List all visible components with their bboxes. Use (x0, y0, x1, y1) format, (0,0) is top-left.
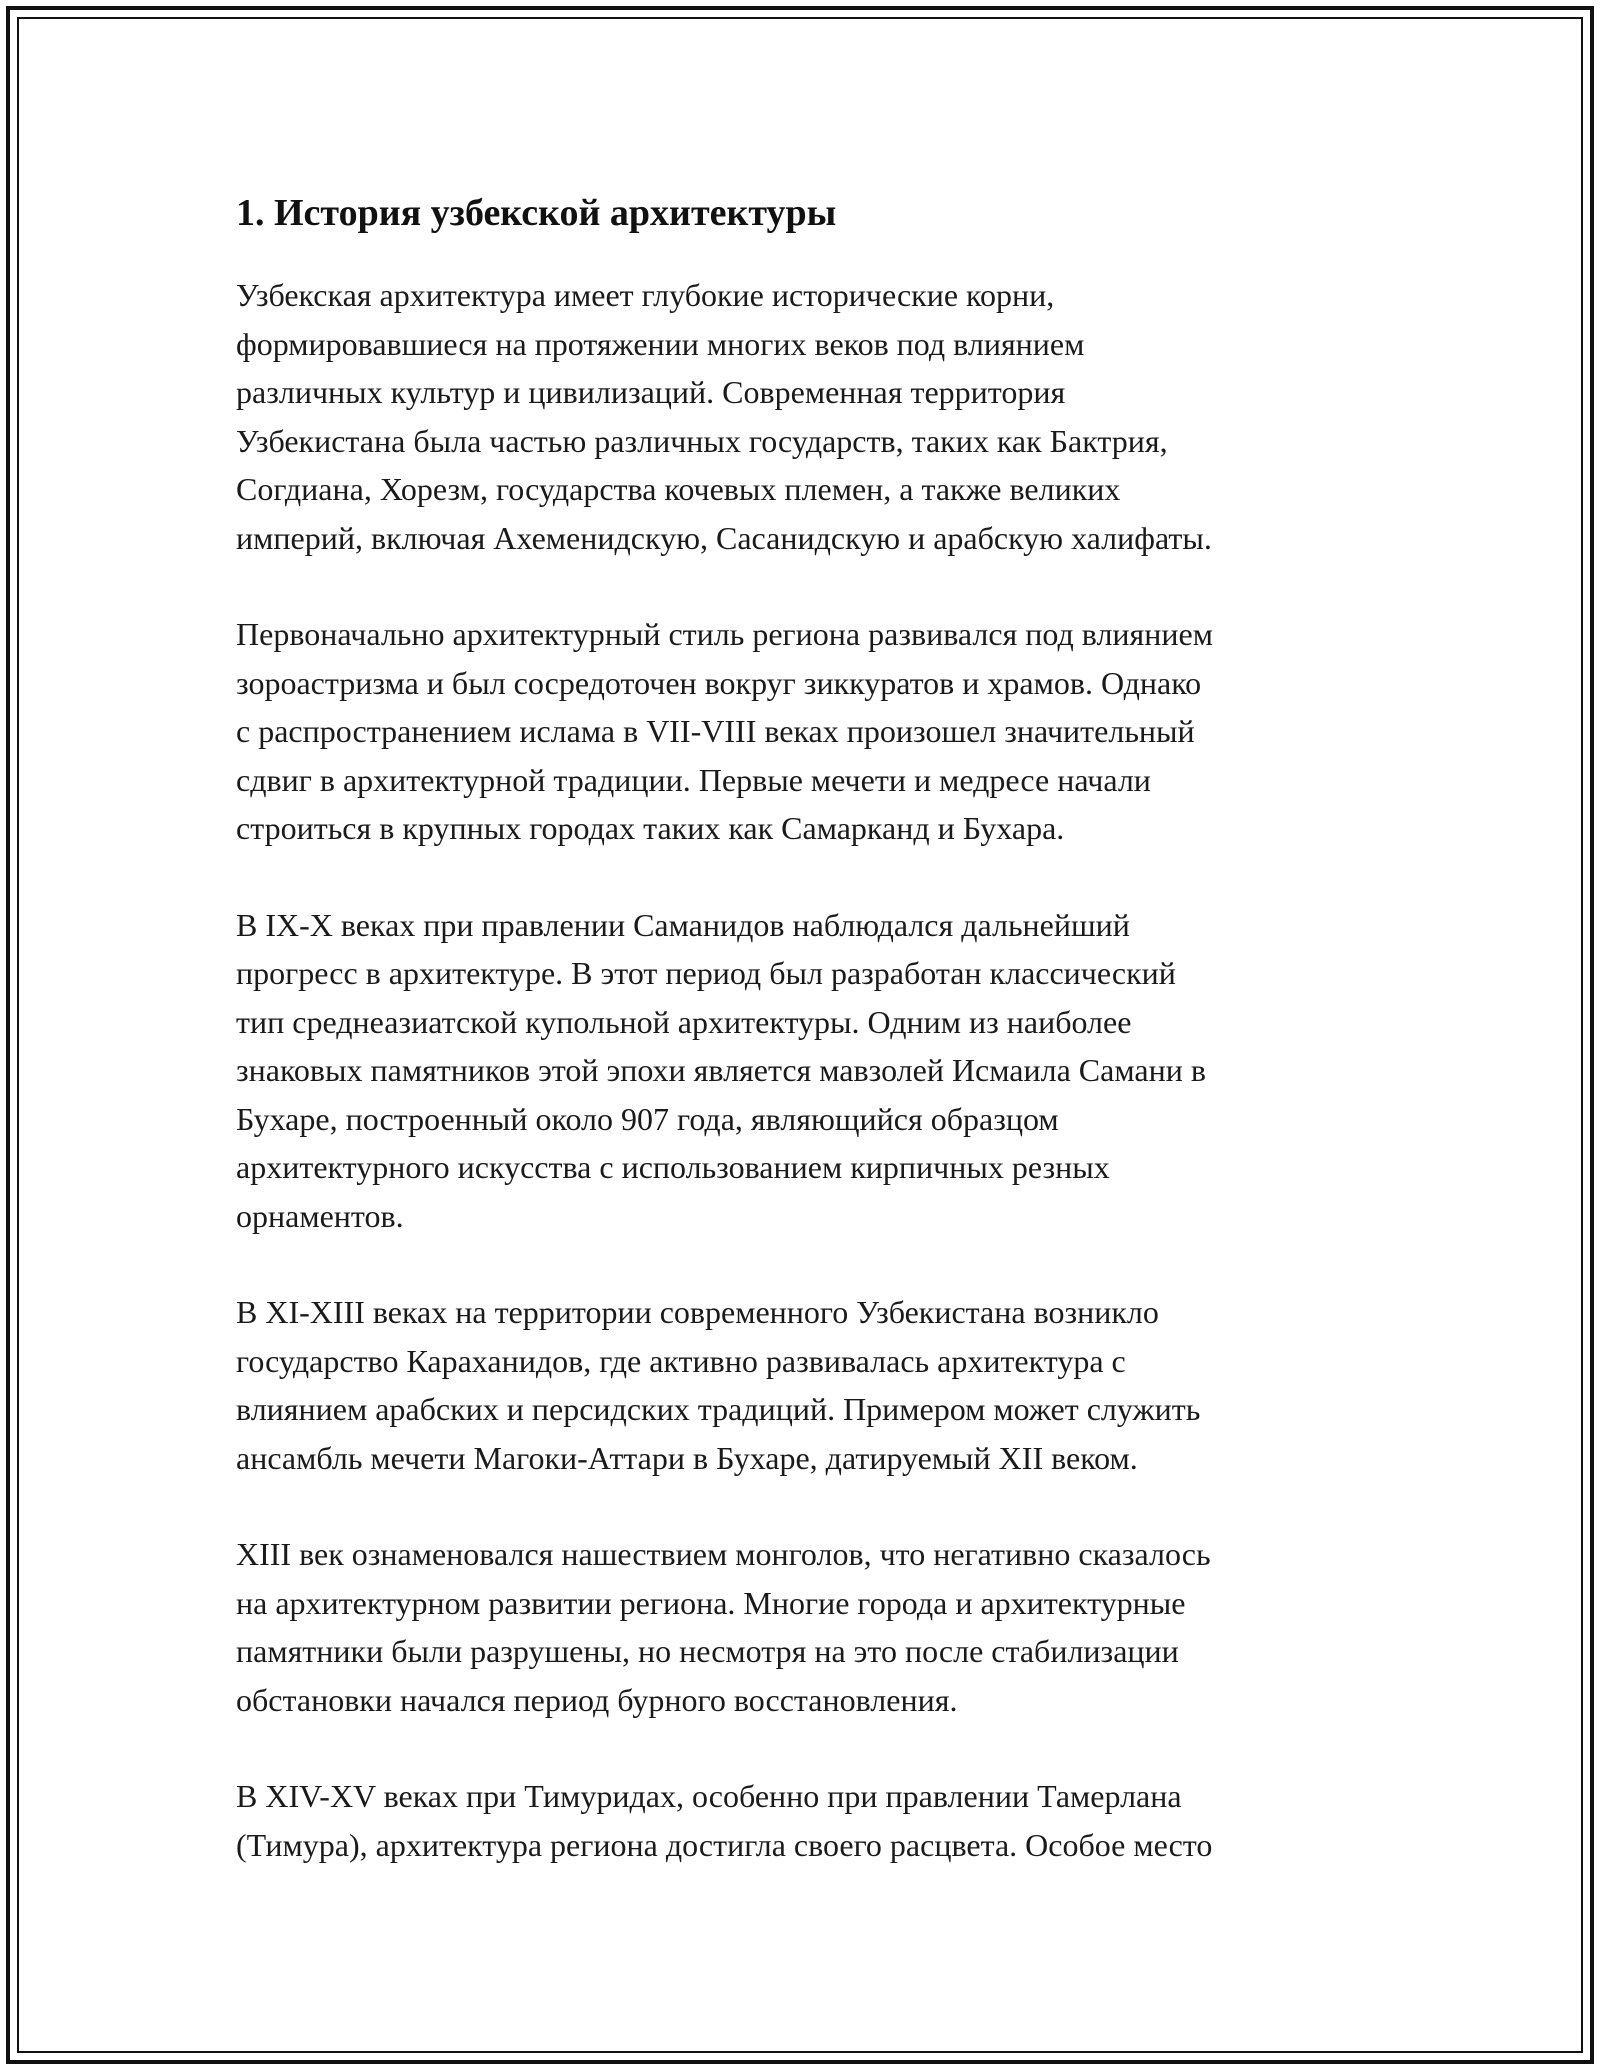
paragraph-1: Узбекская архитектура имеет глубокие исторические корни, формировавшиеся на протяжении многих веков под влиянием различных культур и цивилизаций. Современная территория Узбекистана была частью различных государств, таких как Бактрия, Согдиана, Хорезм, государства кочевых племен, а также великих империй, включая Ахеменидскую, Сасанидскую и арабскую халифаты. (236, 277, 1212, 556)
paragraph-6: В XIV-XV веках при Тимуридах, особенно при правлении Тамерлана (Тимура), архитектура региона достигла своего расцвета. Особое место (236, 1778, 1213, 1863)
section-heading: 1. История узбекской архитектуры (236, 192, 837, 234)
paragraph-4: В XI-XIII веках на территории современного Узбекистана возникло государство Караханидов, где активно развивалась архитектура с влиянием арабских и персидских традиций. Примером может служить ансамбль мечети Магоки-Аттари в Бухаре, датируемый XII веком. (236, 1294, 1201, 1476)
paragraph-3: В IX-X веках при правлении Саманидов наблюдался дальнейший прогресс в архитектуре. В этот период был разработан классический тип среднеазиатской купольной архитектуры. Одним из наиболее знаковых памятников этой эпохи является мавзолей Исмаила Самани в Бухаре, построенный около 907 года, являющийся образцом архитектурного искусства с использованием кирпичных резных орнаментов. (236, 906, 1206, 1234)
document-body (236, 185, 1376, 1917)
paragraph-2: Первоначально архитектурный стиль региона развивался под влиянием зороастризма и был сосредоточен вокруг зиккуратов и храмов. Однако с распространением ислама в VII-VIII веках произошел значительный сдвиг в архитектурной традиции. Первые мечети и медресе начали строиться в крупных городах таких как Самарканд и Бухара. (236, 616, 1213, 846)
paragraph-5: XIII век ознаменовался нашествием монголов, что негативно сказалось на архитектурном развитии региона. Многие города и архитектурные памятники были разрушены, но несмотря на это после стабилизации обстановки начался период бурного восстановления. (236, 1536, 1211, 1718)
